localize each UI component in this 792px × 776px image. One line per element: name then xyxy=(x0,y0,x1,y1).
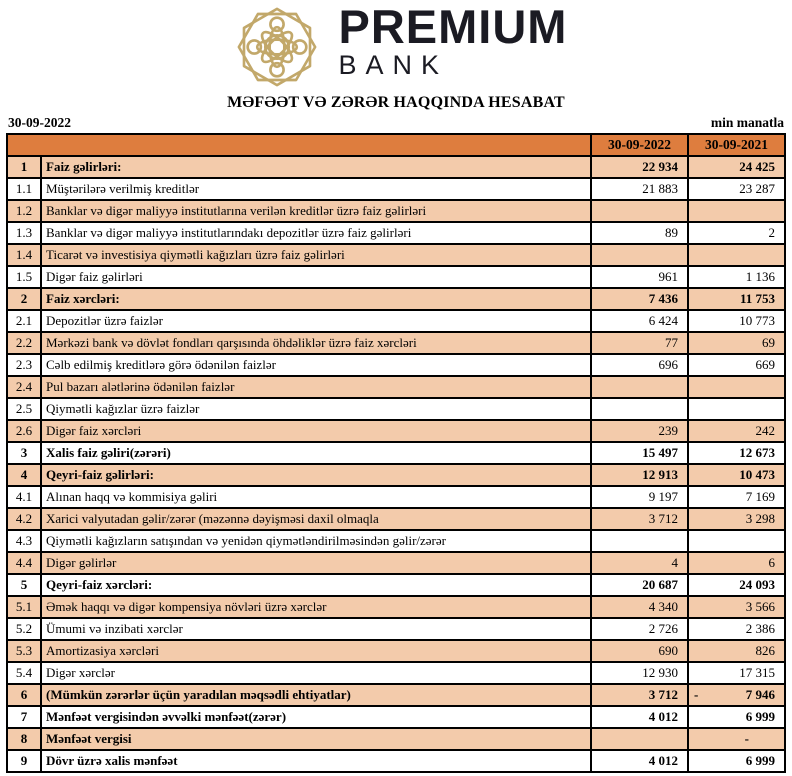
table-row-4.4 xyxy=(7,552,785,574)
bank-logo xyxy=(0,0,792,93)
value-2021 xyxy=(688,244,785,266)
row-label: Faiz gəlirləri: xyxy=(41,156,591,178)
row-label: Pul bazarı alətlərinə ödənilən faizlər xyxy=(41,376,591,398)
row-label: Dövr üzrə xalis mənfəət xyxy=(41,750,591,772)
value-2021 xyxy=(688,596,785,618)
row-label: Mənfəət vergisindən əvvəlki mənfəət(zərər) xyxy=(41,706,591,728)
row-label: Digər gəlirlər xyxy=(41,552,591,574)
report-title: MƏFƏƏT VƏ ZƏRƏR HAQQINDA HESABAT xyxy=(227,94,565,111)
value-2022 xyxy=(591,200,688,222)
table-row-2.4 xyxy=(7,376,785,398)
value-2022 xyxy=(591,156,688,178)
header-col-2022: 30-09-2022 xyxy=(591,134,688,156)
table-row-1.1 xyxy=(7,178,785,200)
table-row-2.5 xyxy=(7,398,785,420)
cell-value: 7 946 xyxy=(745,687,775,702)
row-label: Alınan haqq və kommisiya gəliri xyxy=(41,486,591,508)
value-2021 xyxy=(688,486,785,508)
row-label: Əmək haqqı və digər kompensiya növləri üzrə xərclər xyxy=(41,596,591,618)
row-label: Amortizasiya xərcləri xyxy=(41,640,591,662)
table-row-2 xyxy=(7,288,785,310)
table-row-1.4 xyxy=(7,244,785,266)
cell-value: 6 424 xyxy=(648,313,678,328)
table-row-4.2 xyxy=(7,508,785,530)
row-number: 5.2 xyxy=(7,618,41,640)
table-row-7 xyxy=(7,706,785,728)
row-label: Ticarət və investisiya qiymətli kağızları üzrə faiz gəlirləri xyxy=(41,244,591,266)
brand-text xyxy=(339,1,568,79)
cell-value: 10 773 xyxy=(739,313,775,328)
row-number: 9 xyxy=(7,750,41,772)
value-2022 xyxy=(591,288,688,310)
value-2021 xyxy=(688,354,785,376)
row-label: Xarici valyutadan gəlir/zərər (məzənnə dəyişməsi daxil olmaqla xyxy=(41,508,591,530)
row-number: 5.4 xyxy=(7,662,41,684)
row-number: 4.4 xyxy=(7,552,41,574)
row-label: Xalis faiz gəliri(zərəri) xyxy=(41,442,591,464)
cell-value: 2 386 xyxy=(745,621,775,636)
row-label: Digər faiz xərcləri xyxy=(41,420,591,442)
row-label: Qiymətli kağızlar üzrə faizlər xyxy=(41,398,591,420)
value-2022 xyxy=(591,376,688,398)
row-label: Müştərilərə verilmiş kreditlər xyxy=(41,178,591,200)
table-row-2.6 xyxy=(7,420,785,442)
cell-value: 15 497 xyxy=(642,445,678,460)
row-label: Banklar və digər maliyyə institutlarındakı depozitlər üzrə faiz gəlirləri xyxy=(41,222,591,244)
value-2022 xyxy=(591,508,688,530)
row-number: 1.5 xyxy=(7,266,41,288)
table-row-8 xyxy=(7,728,785,750)
value-2022 xyxy=(591,662,688,684)
cell-value: 669 xyxy=(755,357,775,372)
row-label: Mənfəət vergisi xyxy=(41,728,591,750)
cell-value: 12 930 xyxy=(642,665,678,680)
cell-value: 21 883 xyxy=(642,181,678,196)
row-label: Qeyri-faiz xərcləri: xyxy=(41,574,591,596)
cell-value: 6 xyxy=(768,555,775,570)
cell-value: 696 xyxy=(658,357,678,372)
cell-value: 3 298 xyxy=(745,511,775,526)
table-row-6 xyxy=(7,684,785,706)
value-2021 xyxy=(688,200,785,222)
row-number: 8 xyxy=(7,728,41,750)
row-number: 3 xyxy=(7,442,41,464)
value-2021 xyxy=(688,750,785,772)
cell-value: 826 xyxy=(755,643,775,658)
table-row-2.3 xyxy=(7,354,785,376)
cell-value: 4 340 xyxy=(648,599,678,614)
cell-value: 12 913 xyxy=(642,467,678,482)
row-number: 7 xyxy=(7,706,41,728)
cell-value: 4 xyxy=(671,555,678,570)
cell-value: 7 436 xyxy=(648,291,678,306)
value-2022 xyxy=(591,596,688,618)
value-2021 xyxy=(688,640,785,662)
value-2021 xyxy=(688,706,785,728)
row-number: 1.3 xyxy=(7,222,41,244)
cell-value: 24 093 xyxy=(739,577,775,592)
value-2021 xyxy=(688,574,785,596)
table-row-5 xyxy=(7,574,785,596)
row-label: Depozitlər üzrə faizlər xyxy=(41,310,591,332)
cell-value: 23 287 xyxy=(739,181,775,196)
value-2022 xyxy=(591,398,688,420)
cell-value: 3 566 xyxy=(745,599,775,614)
row-number: 2.4 xyxy=(7,376,41,398)
table-row-3 xyxy=(7,442,785,464)
gold-knot-emblem-icon xyxy=(225,3,329,91)
table-row-1 xyxy=(7,156,785,178)
value-2022 xyxy=(591,486,688,508)
row-number: 6 xyxy=(7,684,41,706)
row-number: 2.6 xyxy=(7,420,41,442)
value-2021 xyxy=(688,684,785,706)
row-label: Qeyri-faiz gəlirləri: xyxy=(41,464,591,486)
value-2022 xyxy=(591,618,688,640)
cell-value: 77 xyxy=(665,335,678,350)
value-2022 xyxy=(591,552,688,574)
table-row-4.3 xyxy=(7,530,785,552)
cell-value: 1 136 xyxy=(745,269,775,284)
value-2022 xyxy=(591,420,688,442)
value-2021 xyxy=(688,222,785,244)
value-2022 xyxy=(591,640,688,662)
row-number: 1.4 xyxy=(7,244,41,266)
table-row-1.2 xyxy=(7,200,785,222)
row-number: 1.1 xyxy=(7,178,41,200)
row-number: 5.1 xyxy=(7,596,41,618)
value-2022 xyxy=(591,178,688,200)
cell-value: 6 999 xyxy=(745,709,775,724)
cell-value: 239 xyxy=(658,423,678,438)
value-2022 xyxy=(591,266,688,288)
value-2022 xyxy=(591,222,688,244)
table-row-5.2 xyxy=(7,618,785,640)
value-2021 xyxy=(688,662,785,684)
value-2021 xyxy=(688,618,785,640)
cell-value: 12 673 xyxy=(739,445,775,460)
row-label: Digər faiz gəlirləri xyxy=(41,266,591,288)
value-2021 xyxy=(688,420,785,442)
row-label: Banklar və digər maliyyə institutlarına verilən kreditlər üzrə faiz gəlirləri xyxy=(41,200,591,222)
value-2022 xyxy=(591,442,688,464)
cell-value: 22 934 xyxy=(642,159,678,174)
cell-value: 2 726 xyxy=(648,621,678,636)
value-2021 xyxy=(688,376,785,398)
table-row-4 xyxy=(7,464,785,486)
value-2022 xyxy=(591,310,688,332)
cell-value: 2 xyxy=(768,225,775,240)
cell-value: 24 425 xyxy=(739,159,775,174)
cell-value: 7 169 xyxy=(745,489,775,504)
row-number: 2.3 xyxy=(7,354,41,376)
table-row-9 xyxy=(7,750,785,772)
cell-value: 961 xyxy=(658,269,678,284)
cell-value: 10 473 xyxy=(739,467,775,482)
cell-value: 4 012 xyxy=(648,709,678,724)
table-row-5.4 xyxy=(7,662,785,684)
value-2022 xyxy=(591,332,688,354)
brand-name: PREMIUM xyxy=(338,0,568,53)
header-col-2021: 30-09-2021 xyxy=(688,134,785,156)
brand-subtitle: BANK xyxy=(338,49,449,80)
value-2022 xyxy=(591,244,688,266)
value-2021 xyxy=(688,156,785,178)
cell-value: 17 315 xyxy=(739,665,775,680)
row-number: 2.1 xyxy=(7,310,41,332)
table-row-5.1 xyxy=(7,596,785,618)
cell-value: 20 687 xyxy=(642,577,678,592)
value-2022 xyxy=(591,728,688,750)
header-empty-cell xyxy=(7,134,591,156)
meta-row xyxy=(0,112,792,133)
row-number: 2.5 xyxy=(7,398,41,420)
row-label: Faiz xərcləri: xyxy=(41,288,591,310)
value-2022 xyxy=(591,684,688,706)
minus-sign: - xyxy=(694,687,699,702)
report-date: 30-09-2022 xyxy=(8,115,71,130)
value-2021 xyxy=(688,398,785,420)
row-label: Digər xərclər xyxy=(41,662,591,684)
value-2021 xyxy=(688,332,785,354)
row-number: 5 xyxy=(7,574,41,596)
value-2021 xyxy=(688,728,785,750)
value-2021 xyxy=(688,464,785,486)
cell-value: 89 xyxy=(665,225,678,240)
table-row-4.1 xyxy=(7,486,785,508)
unit-note: min manatla xyxy=(710,115,784,130)
value-2022 xyxy=(591,706,688,728)
row-number: 1 xyxy=(7,156,41,178)
row-label: Ümumi və inzibati xərclər xyxy=(41,618,591,640)
table-row-2.2 xyxy=(7,332,785,354)
profit-loss-table xyxy=(6,133,786,773)
row-number: 2 xyxy=(7,288,41,310)
table-row-2.1 xyxy=(7,310,785,332)
row-number: 4 xyxy=(7,464,41,486)
row-number: 4.3 xyxy=(7,530,41,552)
table-row-5.3 xyxy=(7,640,785,662)
cell-value: 11 753 xyxy=(739,291,775,306)
cell-value: 69 xyxy=(762,335,775,350)
row-number: 2.2 xyxy=(7,332,41,354)
value-2022 xyxy=(591,750,688,772)
value-2021 xyxy=(688,552,785,574)
row-number: 1.2 xyxy=(7,200,41,222)
cell-value: 4 012 xyxy=(648,753,678,768)
cell-value: 3 712 xyxy=(648,511,678,526)
value-2021 xyxy=(688,442,785,464)
cell-value: 690 xyxy=(658,643,678,658)
row-label: Mərkəzi bank və dövlət fondları qarşısında öhdəliklər üzrə faiz xərcləri xyxy=(41,332,591,354)
row-number: 5.3 xyxy=(7,640,41,662)
row-label: (Mümkün zərərlər üçün yaradılan məqsədli ehtiyatlar) xyxy=(41,684,591,706)
cell-value: 9 197 xyxy=(648,489,678,504)
value-2021 xyxy=(688,266,785,288)
value-2022 xyxy=(591,574,688,596)
value-2021 xyxy=(688,508,785,530)
value-2022 xyxy=(591,354,688,376)
value-2021 xyxy=(688,178,785,200)
row-number: 4.2 xyxy=(7,508,41,530)
value-2022 xyxy=(591,530,688,552)
cell-value: 6 999 xyxy=(745,753,775,768)
table-header-row xyxy=(7,134,785,156)
value-2022 xyxy=(591,464,688,486)
cell-value: 3 712 xyxy=(648,687,678,702)
table-row-1.3 xyxy=(7,222,785,244)
value-2021 xyxy=(688,530,785,552)
row-label: Cəlb edilmiş kreditlərə görə ödənilən faizlər xyxy=(41,354,591,376)
table-row-1.5 xyxy=(7,266,785,288)
cell-value: 242 xyxy=(755,423,775,438)
value-2021 xyxy=(688,310,785,332)
row-number: 4.1 xyxy=(7,486,41,508)
value-2021 xyxy=(688,288,785,310)
cell-value: - xyxy=(744,731,749,746)
row-label: Qiymətli kağızların satışından və yenidən qiymətləndirilməsindən gəlir/zərər xyxy=(41,530,591,552)
